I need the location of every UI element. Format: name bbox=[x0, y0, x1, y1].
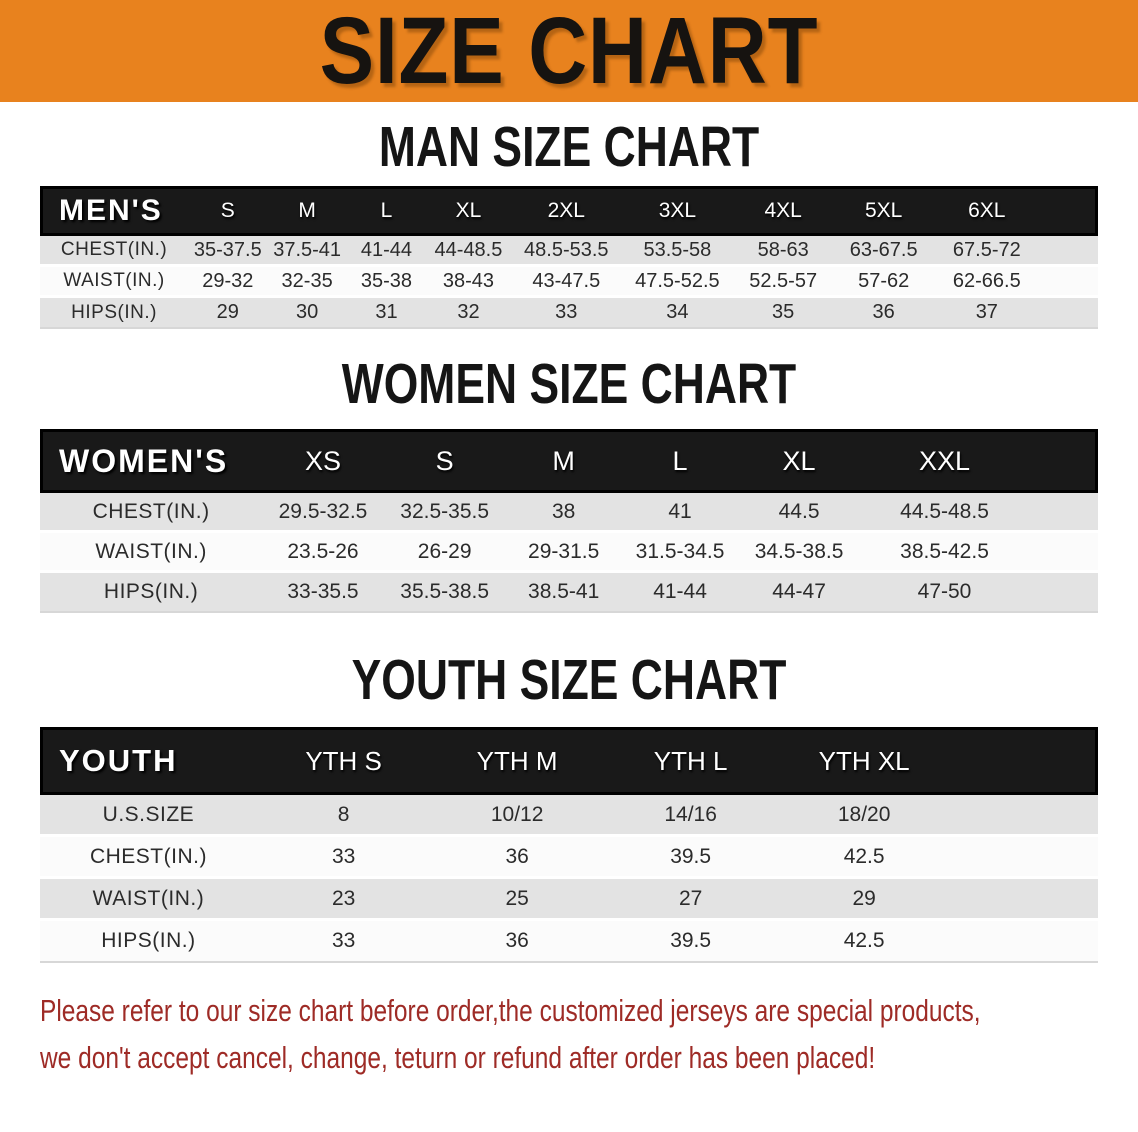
womens-table-row bbox=[40, 573, 1098, 613]
value-cell: 30 bbox=[267, 298, 346, 329]
value-cell: 62-66.5 bbox=[934, 267, 1040, 298]
filler-cell bbox=[951, 727, 1098, 795]
size-column-header: 3XL bbox=[622, 186, 733, 236]
value-cell: 35-37.5 bbox=[188, 236, 267, 267]
value-cell: 34.5-38.5 bbox=[738, 533, 860, 573]
value-cell: 36 bbox=[833, 298, 934, 329]
value-cell: 32-35 bbox=[267, 267, 346, 298]
value-cell: 48.5-53.5 bbox=[511, 236, 622, 267]
disclaimer bbox=[40, 987, 1138, 1081]
value-cell: 41 bbox=[622, 493, 738, 533]
mens-table-row bbox=[40, 267, 1098, 298]
value-cell: 53.5-58 bbox=[622, 236, 733, 267]
size-column-header: XXL bbox=[860, 429, 1029, 493]
size-column-header: 4XL bbox=[733, 186, 834, 236]
value-cell: 33 bbox=[257, 921, 431, 963]
size-column-header: S bbox=[384, 429, 506, 493]
value-cell: 44-48.5 bbox=[426, 236, 511, 267]
filler-cell bbox=[951, 795, 1098, 837]
size-column-header: L bbox=[347, 186, 426, 236]
size-column-header: XS bbox=[262, 429, 384, 493]
value-cell: 38-43 bbox=[426, 267, 511, 298]
value-cell: 27 bbox=[604, 879, 778, 921]
value-cell: 8 bbox=[257, 795, 431, 837]
size-column-header: 2XL bbox=[511, 186, 622, 236]
youth-size-table bbox=[40, 727, 1098, 963]
row-label: WAIST(IN.) bbox=[40, 533, 262, 573]
value-cell: 34 bbox=[622, 298, 733, 329]
mens-table-row bbox=[40, 236, 1098, 267]
mens-table-row bbox=[40, 298, 1098, 329]
filler-cell bbox=[1029, 573, 1098, 613]
filler-cell bbox=[1040, 186, 1098, 236]
size-column-header: 6XL bbox=[934, 186, 1040, 236]
value-cell: 47.5-52.5 bbox=[622, 267, 733, 298]
youth-table-row bbox=[40, 837, 1098, 879]
value-cell: 23 bbox=[257, 879, 431, 921]
womens-size-table bbox=[40, 429, 1098, 613]
value-cell: 37 bbox=[934, 298, 1040, 329]
value-cell: 44.5 bbox=[738, 493, 860, 533]
value-cell: 58-63 bbox=[733, 236, 834, 267]
value-cell: 47-50 bbox=[860, 573, 1029, 613]
row-label: CHEST(IN.) bbox=[40, 493, 262, 533]
value-cell: 25 bbox=[430, 879, 604, 921]
youth-header-row bbox=[40, 727, 1098, 795]
value-cell: 37.5-41 bbox=[267, 236, 346, 267]
value-cell: 35.5-38.5 bbox=[384, 573, 506, 613]
youth-table-row bbox=[40, 795, 1098, 837]
value-cell: 38.5-42.5 bbox=[860, 533, 1029, 573]
filler-cell bbox=[1040, 236, 1098, 267]
size-chart-banner bbox=[0, 0, 1138, 102]
size-column-header: YTH L bbox=[604, 727, 778, 795]
value-cell: 52.5-57 bbox=[733, 267, 834, 298]
size-column-header: XL bbox=[426, 186, 511, 236]
mens-size-table bbox=[40, 186, 1098, 329]
value-cell: 29 bbox=[188, 298, 267, 329]
value-cell: 32.5-35.5 bbox=[384, 493, 506, 533]
womens-table-row bbox=[40, 533, 1098, 573]
youth-table-row bbox=[40, 879, 1098, 921]
banner-title: SIZE CHART bbox=[319, 0, 819, 102]
value-cell: 57-62 bbox=[833, 267, 934, 298]
row-label: WAIST(IN.) bbox=[40, 879, 257, 921]
value-cell: 33-35.5 bbox=[262, 573, 384, 613]
value-cell: 44.5-48.5 bbox=[860, 493, 1029, 533]
value-cell: 29.5-32.5 bbox=[262, 493, 384, 533]
value-cell: 29 bbox=[777, 879, 951, 921]
value-cell: 33 bbox=[511, 298, 622, 329]
womens-header-row bbox=[40, 429, 1098, 493]
value-cell: 67.5-72 bbox=[934, 236, 1040, 267]
row-label: HIPS(IN.) bbox=[40, 298, 188, 329]
value-cell: 36 bbox=[430, 837, 604, 879]
value-cell: 42.5 bbox=[777, 921, 951, 963]
row-label: WAIST(IN.) bbox=[40, 267, 188, 298]
value-cell: 43-47.5 bbox=[511, 267, 622, 298]
value-cell: 31 bbox=[347, 298, 426, 329]
value-cell: 41-44 bbox=[347, 236, 426, 267]
filler-cell bbox=[951, 879, 1098, 921]
value-cell: 31.5-34.5 bbox=[622, 533, 738, 573]
filler-cell bbox=[1040, 267, 1098, 298]
size-charts-container bbox=[0, 115, 1138, 963]
value-cell: 35-38 bbox=[347, 267, 426, 298]
row-label: HIPS(IN.) bbox=[40, 573, 262, 613]
size-column-header: YTH XL bbox=[777, 727, 951, 795]
size-column-header: YTH S bbox=[257, 727, 431, 795]
row-label: HIPS(IN.) bbox=[40, 921, 257, 963]
womens-section-heading: WOMEN SIZE CHART bbox=[341, 352, 797, 416]
value-cell: 29-31.5 bbox=[505, 533, 621, 573]
filler-cell bbox=[1029, 493, 1098, 533]
size-column-header: 5XL bbox=[833, 186, 934, 236]
disclaimer-line-1: Please refer to our size chart before order,the customized jerseys are special products, bbox=[40, 993, 981, 1028]
filler-cell bbox=[951, 921, 1098, 963]
row-label: CHEST(IN.) bbox=[40, 837, 257, 879]
womens-group-label: WOMEN'S bbox=[40, 429, 262, 493]
size-column-header: L bbox=[622, 429, 738, 493]
filler-cell bbox=[1040, 298, 1098, 329]
value-cell: 63-67.5 bbox=[833, 236, 934, 267]
value-cell: 32 bbox=[426, 298, 511, 329]
value-cell: 41-44 bbox=[622, 573, 738, 613]
filler-cell bbox=[1029, 533, 1098, 573]
value-cell: 14/16 bbox=[604, 795, 778, 837]
size-column-header: XL bbox=[738, 429, 860, 493]
filler-cell bbox=[951, 837, 1098, 879]
value-cell: 29-32 bbox=[188, 267, 267, 298]
size-column-header: M bbox=[505, 429, 621, 493]
value-cell: 23.5-26 bbox=[262, 533, 384, 573]
value-cell: 38.5-41 bbox=[505, 573, 621, 613]
mens-group-label: MEN'S bbox=[40, 186, 188, 236]
value-cell: 39.5 bbox=[604, 837, 778, 879]
value-cell: 26-29 bbox=[384, 533, 506, 573]
size-column-header: S bbox=[188, 186, 267, 236]
row-label: CHEST(IN.) bbox=[40, 236, 188, 267]
value-cell: 35 bbox=[733, 298, 834, 329]
value-cell: 10/12 bbox=[430, 795, 604, 837]
mens-section-heading: MAN SIZE CHART bbox=[378, 115, 760, 179]
youth-group-label: YOUTH bbox=[40, 727, 257, 795]
womens-table-row bbox=[40, 493, 1098, 533]
value-cell: 42.5 bbox=[777, 837, 951, 879]
value-cell: 18/20 bbox=[777, 795, 951, 837]
size-column-header: M bbox=[267, 186, 346, 236]
value-cell: 39.5 bbox=[604, 921, 778, 963]
value-cell: 36 bbox=[430, 921, 604, 963]
row-label: U.S.SIZE bbox=[40, 795, 257, 837]
size-column-header: YTH M bbox=[430, 727, 604, 795]
disclaimer-line-2: we don't accept cancel, change, teturn or refund after order has been placed! bbox=[40, 1040, 876, 1075]
youth-table-row bbox=[40, 921, 1098, 963]
filler-cell bbox=[1029, 429, 1098, 493]
value-cell: 44-47 bbox=[738, 573, 860, 613]
value-cell: 33 bbox=[257, 837, 431, 879]
youth-section-heading: YOUTH SIZE CHART bbox=[351, 648, 787, 712]
mens-header-row bbox=[40, 186, 1098, 236]
value-cell: 38 bbox=[505, 493, 621, 533]
